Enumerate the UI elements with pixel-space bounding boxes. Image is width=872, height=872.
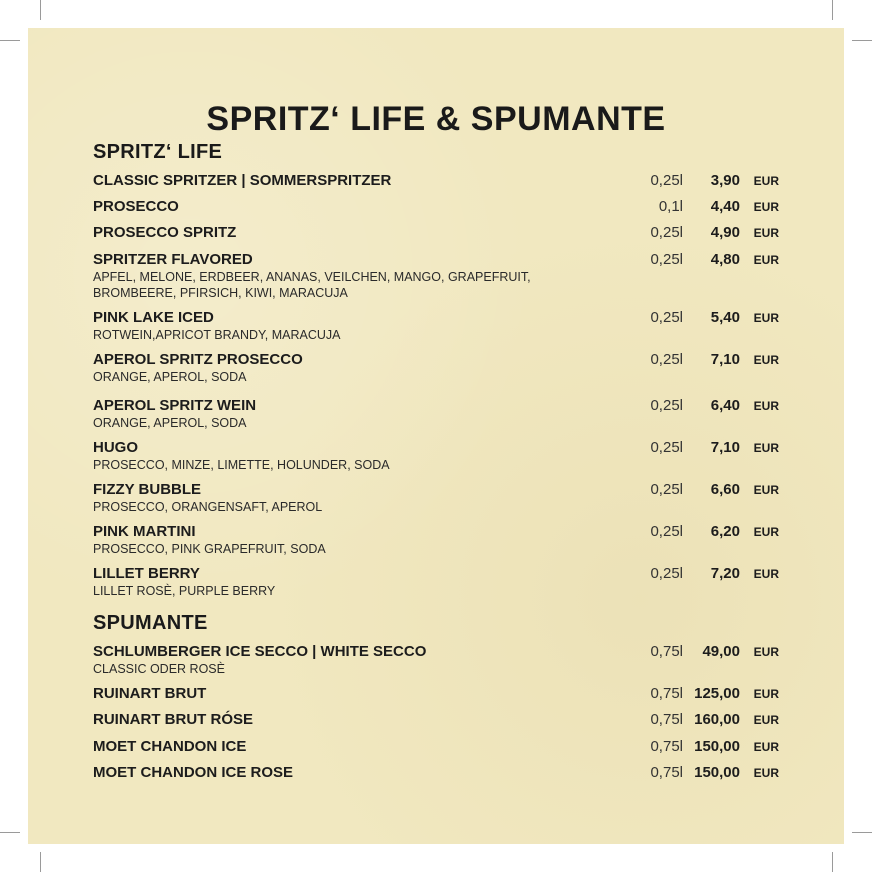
item-currency: EUR (753, 253, 779, 267)
item-volume: 0,25l (650, 565, 683, 582)
item-name: LILLET BERRY (93, 565, 200, 582)
crop-mark (0, 832, 20, 833)
item-price: 7,10 (710, 439, 740, 456)
section-heading-spumante: SPUMANTE (93, 612, 208, 634)
item-currency: EUR (753, 441, 779, 455)
item-price: 150,00 (694, 764, 740, 781)
menu-item (93, 351, 783, 391)
menu-item (93, 565, 783, 605)
item-volume: 0,25l (650, 351, 683, 368)
item-name: MOET CHANDON ICE ROSE (93, 764, 294, 781)
item-price: 49,00 (702, 643, 740, 660)
item-currency: EUR (753, 200, 779, 214)
item-currency: EUR (753, 483, 779, 497)
item-name: PROSECCO (93, 198, 179, 215)
item-volume: 0,25l (650, 439, 683, 456)
item-name: CLASSIC SPRITZER | SOMMERSPRITZER (93, 172, 392, 189)
menu-item (93, 481, 783, 521)
item-currency: EUR (753, 766, 779, 780)
item-volume: 0,25l (650, 309, 683, 326)
item-volume: 0,25l (650, 172, 683, 189)
item-description: PROSECCO, MINZE, LIMETTE, HOLUNDER, SODA (93, 458, 390, 472)
item-description: PROSECCO, ORANGENSAFT, APEROL (93, 500, 323, 514)
item-description: PROSECCO, PINK GRAPEFRUIT, SODA (93, 542, 326, 556)
item-name: FIZZY BUBBLE (93, 481, 202, 498)
menu-item (93, 439, 783, 479)
item-volume: 0,1l (658, 198, 683, 215)
item-currency: EUR (753, 353, 779, 367)
item-price: 160,00 (694, 711, 740, 728)
item-currency: EUR (753, 567, 779, 581)
item-description: ORANGE, APEROL, SODA (93, 416, 247, 430)
item-price: 3,90 (710, 172, 740, 189)
item-price: 6,20 (710, 523, 740, 540)
item-volume: 0,75l (650, 764, 683, 781)
crop-mark (40, 852, 41, 872)
item-description: ORANGE, APEROL, SODA (93, 370, 247, 384)
item-price: 4,40 (710, 198, 740, 215)
item-currency: EUR (753, 687, 779, 701)
item-price: 4,80 (710, 251, 740, 268)
item-volume: 0,25l (650, 397, 683, 414)
menu-item (93, 397, 783, 437)
menu-item (93, 309, 783, 349)
item-price: 7,20 (710, 565, 740, 582)
item-volume: 0,75l (650, 738, 683, 755)
item-volume: 0,75l (650, 643, 683, 660)
item-currency: EUR (753, 713, 779, 727)
item-price: 125,00 (694, 685, 740, 702)
item-currency: EUR (753, 740, 779, 754)
item-currency: EUR (753, 226, 779, 240)
crop-mark (852, 832, 872, 833)
item-volume: 0,75l (650, 685, 683, 702)
menu-item (93, 523, 783, 563)
item-price: 4,90 (710, 224, 740, 241)
item-price: 5,40 (710, 309, 740, 326)
item-name: APEROL SPRITZ WEIN (93, 397, 257, 414)
item-name: HUGO (93, 439, 138, 456)
item-volume: 0,25l (650, 523, 683, 540)
item-name: RUINART BRUT (93, 685, 207, 702)
item-description: ROTWEIN,APRICOT BRANDY, MARACUJA (93, 328, 341, 342)
item-name: MOET CHANDON ICE (93, 738, 247, 755)
item-currency: EUR (753, 525, 779, 539)
menu-item (93, 643, 783, 683)
item-currency: EUR (753, 174, 779, 188)
item-name: SCHLUMBERGER ICE SECCO | WHITE SECCO (93, 643, 427, 660)
item-volume: 0,25l (650, 224, 683, 241)
menu-item (93, 764, 783, 804)
item-description: CLASSIC ODER ROSÈ (93, 662, 225, 676)
item-name: PINK LAKE ICED (93, 309, 214, 326)
item-volume: 0,25l (650, 481, 683, 498)
item-description: APFEL, MELONE, ERDBEER, ANANAS, VEILCHEN, MANGO, GRAPEFRUIT, BROMBEERE, PFIRSICH, KIWI, MARACUJA (93, 270, 531, 300)
crop-mark (0, 40, 20, 41)
crop-mark (832, 0, 833, 20)
menu-page (28, 28, 844, 844)
item-currency: EUR (753, 311, 779, 325)
crop-mark (832, 852, 833, 872)
item-name: APEROL SPRITZ PROSECCO (93, 351, 303, 368)
item-name: PROSECCO SPRITZ (93, 224, 237, 241)
item-name: SPRITZER FLAVORED (93, 251, 253, 268)
item-name: RUINART BRUT RÓSE (93, 711, 253, 728)
item-price: 150,00 (694, 738, 740, 755)
item-price: 7,10 (710, 351, 740, 368)
item-price: 6,60 (710, 481, 740, 498)
page-title: SPRITZ‘ LIFE & SPUMANTE (206, 100, 666, 138)
crop-mark (40, 0, 41, 20)
section-heading-spritz: SPRITZ‘ LIFE (93, 141, 223, 163)
item-price: 6,40 (710, 397, 740, 414)
item-description: LILLET ROSÈ, PURPLE BERRY (93, 584, 276, 598)
item-currency: EUR (753, 645, 779, 659)
crop-mark (852, 40, 872, 41)
menu-item (93, 251, 783, 303)
item-volume: 0,75l (650, 711, 683, 728)
item-volume: 0,25l (650, 251, 683, 268)
item-currency: EUR (753, 399, 779, 413)
item-name: PINK MARTINI (93, 523, 196, 540)
